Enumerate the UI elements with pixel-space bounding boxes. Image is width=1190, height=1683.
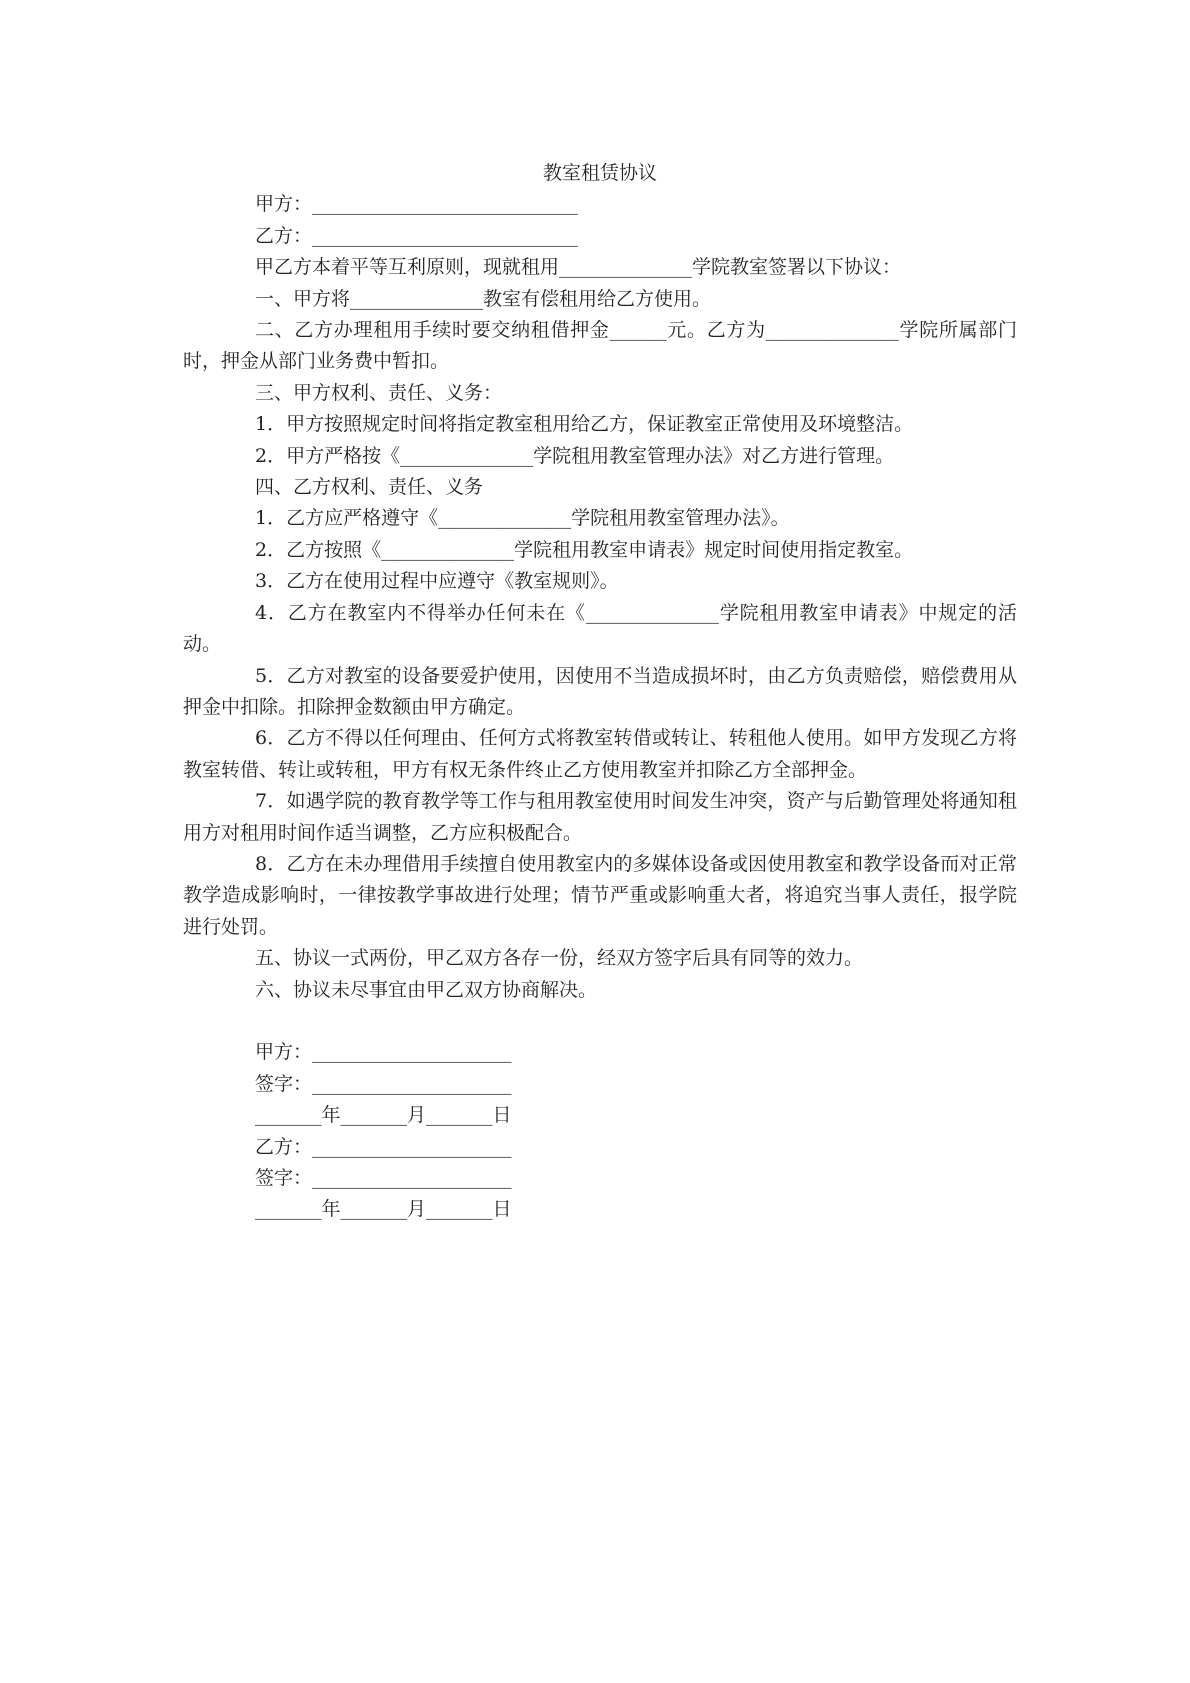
document-title: 教室租赁协议 (542, 162, 657, 184)
clause-6: 六、协议未尽事宜由甲乙双方协商解决。 (255, 978, 598, 1001)
clause-5: 五、协议一式两份，甲乙双方各存一份，经双方签字后具有同等的效力。 (255, 947, 864, 970)
signature-block (183, 1037, 1017, 1225)
clause-4-item-7: 7．如遇学院的教育教学等工作与租用教室使用时间发生冲突，资产与后勤管理处将通知租用方对租用时间作适当调整，乙方应积极配合。 (183, 790, 1017, 844)
signature-party-a-date: _______年_______月_______日 (255, 1104, 512, 1127)
party-b-line: 乙方：____________________________ (255, 224, 579, 247)
signature-party-b-date: _______年_______月_______日 (255, 1198, 512, 1221)
clause-3-item-1: 1．甲方按照规定时间将指定教室租用给乙方，保证教室正常使用及环境整洁。 (255, 413, 914, 436)
clause-1: 一、甲方将______________教室有偿租用给乙方使用。 (255, 287, 712, 310)
clause-4-item-2: 2．乙方按照《______________学院租用教室申请表》规定时间使用指定教室。 (255, 538, 914, 561)
clause-4-item-6: 6．乙方不得以任何理由、任何方式将教室转借或转让、转租他人使用。如甲方发现乙方将教室转借、转让或转租，甲方有权无条件终止乙方使用教室并扣除乙方全部押金。 (183, 727, 1017, 781)
clause-3-heading: 三、甲方权利、责任、义务： (255, 381, 503, 404)
document-body (183, 158, 1017, 1226)
clause-3-item-2: 2．甲方严格按《______________学院租用教室管理办法》对乙方进行管理。 (255, 444, 895, 467)
clause-4-item-8: 8．乙方在未办理借用手续擅自使用教室内的多媒体设备或因使用教室和教学设备而对正常教学造成影响时，一律按教学事故进行处理；情节严重或影响重大者，将追究当事人责任，报学院进行处罚。 (183, 852, 1017, 938)
clause-4-item-5: 5．乙方对教室的设备要爱护使用，因使用不当造成损坏时，由乙方负责赔偿，赔偿费用从押金中扣除。扣除押金数额由甲方确定。 (183, 664, 1017, 718)
clause-2: 二、乙方办理租用手续时要交纳租借押金______元。乙方为______________学院所属部门时，押金从部门业务费中暂扣。 (183, 319, 1017, 373)
clause-4-item-4: 4．乙方在教室内不得举办任何未在《______________学院租用教室申请表》中规定的活动。 (183, 601, 1017, 656)
signature-party-a-sign: 签字：_____________________ (255, 1072, 512, 1095)
clause-4-item-3: 3．乙方在使用过程中应遵守《教室规则》。 (255, 570, 619, 593)
spacer (183, 1006, 1017, 1037)
clause-4-item-1: 1．乙方应严格遵守《______________学院租用教室管理办法》。 (255, 507, 790, 530)
party-a-line: 甲方：____________________________ (255, 193, 579, 216)
intro-paragraph: 甲乙方本着平等互利原则，现就租用______________学院教室签署以下协议： (255, 256, 902, 279)
signature-party-b: 乙方：_____________________ (255, 1135, 512, 1158)
clause-4-heading: 四、乙方权利、责任、义务 (255, 476, 484, 499)
signature-party-b-sign: 签字：_____________________ (255, 1166, 512, 1189)
signature-party-a: 甲方：_____________________ (255, 1041, 512, 1064)
